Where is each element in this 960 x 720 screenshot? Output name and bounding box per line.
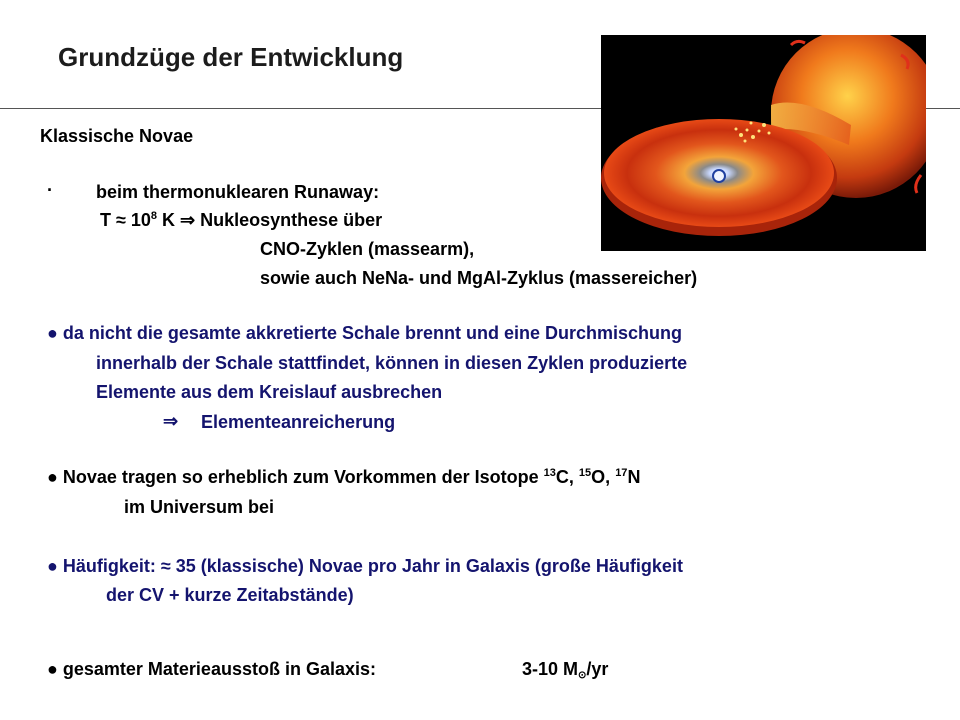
temperature-text: T ≈ 10 (100, 210, 151, 230)
isotope-o: O, (591, 467, 616, 487)
mixing-line4: Elementeanreicherung (201, 412, 396, 432)
runaway-line4: sowie auch NeNa- und MgAl-Zyklus (massereicher) (260, 268, 698, 288)
ejecta-mass: 3-10 M (522, 659, 579, 679)
isotope-c: C, (555, 467, 579, 487)
isotope-n: N (627, 467, 641, 487)
ejecta-value (522, 659, 608, 680)
white-dwarf (713, 170, 725, 182)
sun-symbol: ⊙ (578, 670, 587, 681)
nova-accretion-illustration (601, 35, 926, 251)
mixing-arrow: ⇒ (163, 411, 179, 431)
nova-illustration (601, 35, 926, 251)
isotopes-text: ● Novae tragen so erheblich zum Vorkommen der Isotope (47, 467, 544, 487)
page-title: Grundzüge der Entwicklung (58, 42, 404, 72)
runaway-line3: CNO-Zyklen (massearm), (260, 239, 475, 259)
runaway-line1: beim thermonuklearen Runaway: (96, 182, 380, 202)
nucleosynthesis-text: K ⇒ Nukleosynthese über (157, 210, 383, 230)
mixing-line1: ● da nicht die gesamte akkretierte Schale brennt und eine Durchmischung (47, 323, 683, 343)
frequency-line1: ● Häufigkeit: ≈ 35 (klassische) Novae pro Jahr in Galaxis (große Häufigkeit (47, 556, 683, 576)
runaway-line2 (100, 210, 382, 231)
isotope-c-mass: 13 (543, 467, 556, 479)
isotopes-line2: im Universum bei (124, 497, 275, 517)
frequency-line2: der CV + kurze Zeitabstände) (106, 585, 354, 605)
bullet-marker: · (47, 180, 53, 200)
ejecta-unit: /yr (586, 659, 609, 679)
ejecta-label: ● gesamter Materieausstoß in Galaxis: (47, 659, 376, 679)
isotope-n-mass: 17 (615, 467, 628, 479)
temperature-exponent: 8 (150, 210, 158, 222)
isotopes-line1 (47, 467, 640, 488)
isotope-o-mass: 15 (578, 467, 592, 479)
mixing-line2: innerhalb der Schale stattfindet, können in diesen Zyklen produzierte (96, 353, 688, 373)
section-heading: Klassische Novae (40, 126, 194, 146)
mixing-line3: Elemente aus dem Kreislauf ausbrechen (96, 382, 443, 402)
